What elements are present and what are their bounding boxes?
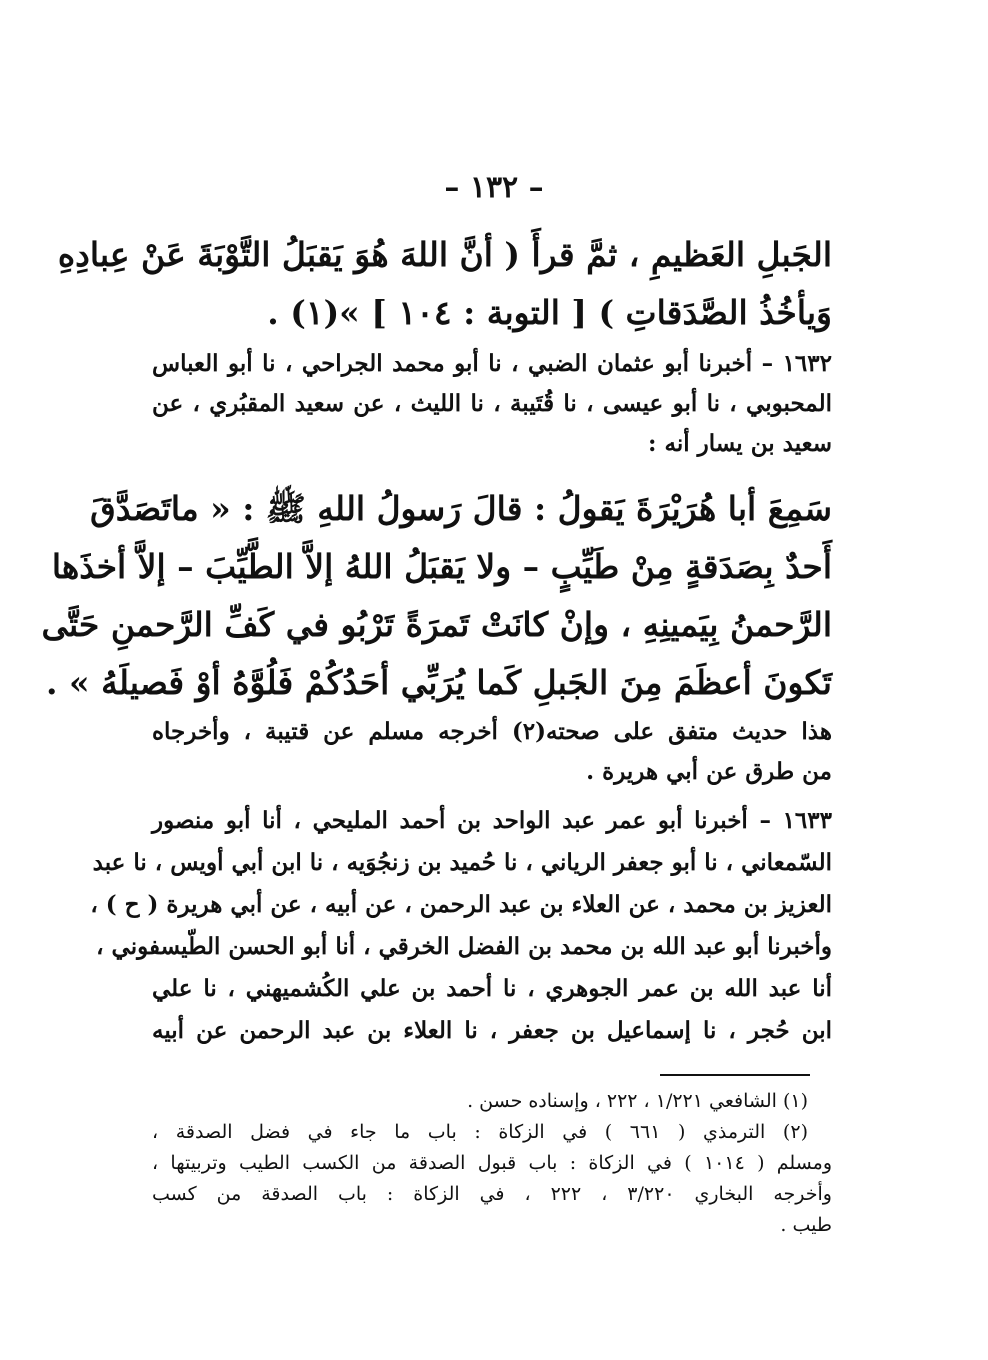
hadith-line: الرَّحمنُ بِيَمينِهِ ، وإنْ كانَتْ تَمرَةً تَرْبُو في كَفِّ الرَّحمنِ حَتَّى — [41, 605, 832, 644]
hadith-1632-chain — [152, 344, 832, 464]
text-line: ١٦٣٣ – أخبرنا أبو عمر عبد الواحد بن أحمد المليحي ، أنا أبو منصور — [152, 807, 832, 834]
text-line: من طرق عن أبي هريرة . — [586, 758, 832, 785]
text-line: العزيز بن محمد ، عن العلاء بن عبد الرحمن ، عن أبيه ، عن أبي هريرة ( ح ) ، — [90, 891, 832, 918]
text-line: أنا عبد الله بن عمر الجوهري ، نا أحمد بن علي الكُشميهني ، نا علي — [152, 975, 832, 1002]
footnote-line: ومسلم ( ١٠١٤ ) في الزكاة : باب قبول الصدقة من الكسب الطيب وتربيتها ، — [152, 1152, 833, 1174]
text-line: وأخبرنا أبو عبد الله بن محمد بن الفضل الخرقي ، أنا أبو الحسن الطّيسفوني ، — [96, 933, 832, 960]
hadith-line: سَمِعَ أبا هُرَيْرَةَ يَقولُ : قالَ رَسولُ اللهِ ﷺ : « ماتَصَدَّقَ — [90, 489, 832, 528]
verse-line: الجَبلِ العَظيمِ ، ثمَّ قرأَ ( أنَّ اللهَ هُوَ يَقبَلُ التَّوْبَةَ عَنْ عِبادِهِ — [57, 235, 832, 274]
footnote-separator — [660, 1074, 810, 1076]
page-number: – ١٣٢ – — [444, 170, 544, 205]
text-line: سعيد بن يسار أنه : — [648, 430, 832, 457]
hadith-line: أَحدٌ بِصَدَقةٍ مِنْ طَيِّبٍ – ولا يَقبَلُ اللهُ إلاَّ الطَّيِّبَ – إلاَّ أخذَها — [51, 547, 832, 586]
text-line: السّمعاني ، نا أبو جعفر الرياني ، نا حُميد بن زنجُوَيه ، نا ابن أبي أويس ، نا عبد — [92, 849, 832, 876]
footnote-line: (٢) الترمذي ( ٦٦١ ) في الزكاة : باب ما جاء في فضل الصدقة ، — [152, 1121, 808, 1143]
text-line: هذا حديث متفق على صحته(٢) أخرجه مسلم عن قتيبة ، وأخرجاه — [152, 718, 832, 745]
hadith-commentary — [152, 712, 832, 792]
hadith-1633-chain — [90, 800, 832, 1052]
text-line: ابن حُجر ، نا إسماعيل بن جعفر ، نا العلاء بن عبد الرحمن عن أبيه — [152, 1017, 832, 1044]
verse-line: وَيأخُذُ الصَّدَقاتِ ) [ التوبة : ١٠٤ ] »(١) . — [267, 293, 832, 332]
footnotes — [152, 1086, 832, 1241]
hadith-line: تَكونَ أعظَمَ مِنَ الجَبلِ كَما يُرَبِّي أحَدُكُمْ فَلُوَّهُ أوْ فَصيلَهُ » . — [46, 663, 832, 702]
footnote-line: (١) الشافعي ١/٢٢١ ، ٢٢٢ ، وإسناده حسن . — [467, 1090, 808, 1112]
footnote-line: وأخرجه البخاري ٣/٢٢٠ ، ٢٢٢ ، في الزكاة : باب الصدقة من كسب — [152, 1183, 832, 1205]
hadith-text-block — [41, 480, 832, 712]
text-line: المحبوبي ، نا أبو عيسى ، نا قُتَيبة ، نا الليث ، عن سعيد المقبُري ، عن — [152, 390, 832, 417]
verse-block — [57, 226, 832, 342]
footnote-line: طيب . — [780, 1214, 832, 1236]
text-line: ١٦٣٢ – أخبرنا أبو عثمان الضبي ، نا أبو محمد الجراحي ، نا أبو العباس — [152, 350, 832, 377]
